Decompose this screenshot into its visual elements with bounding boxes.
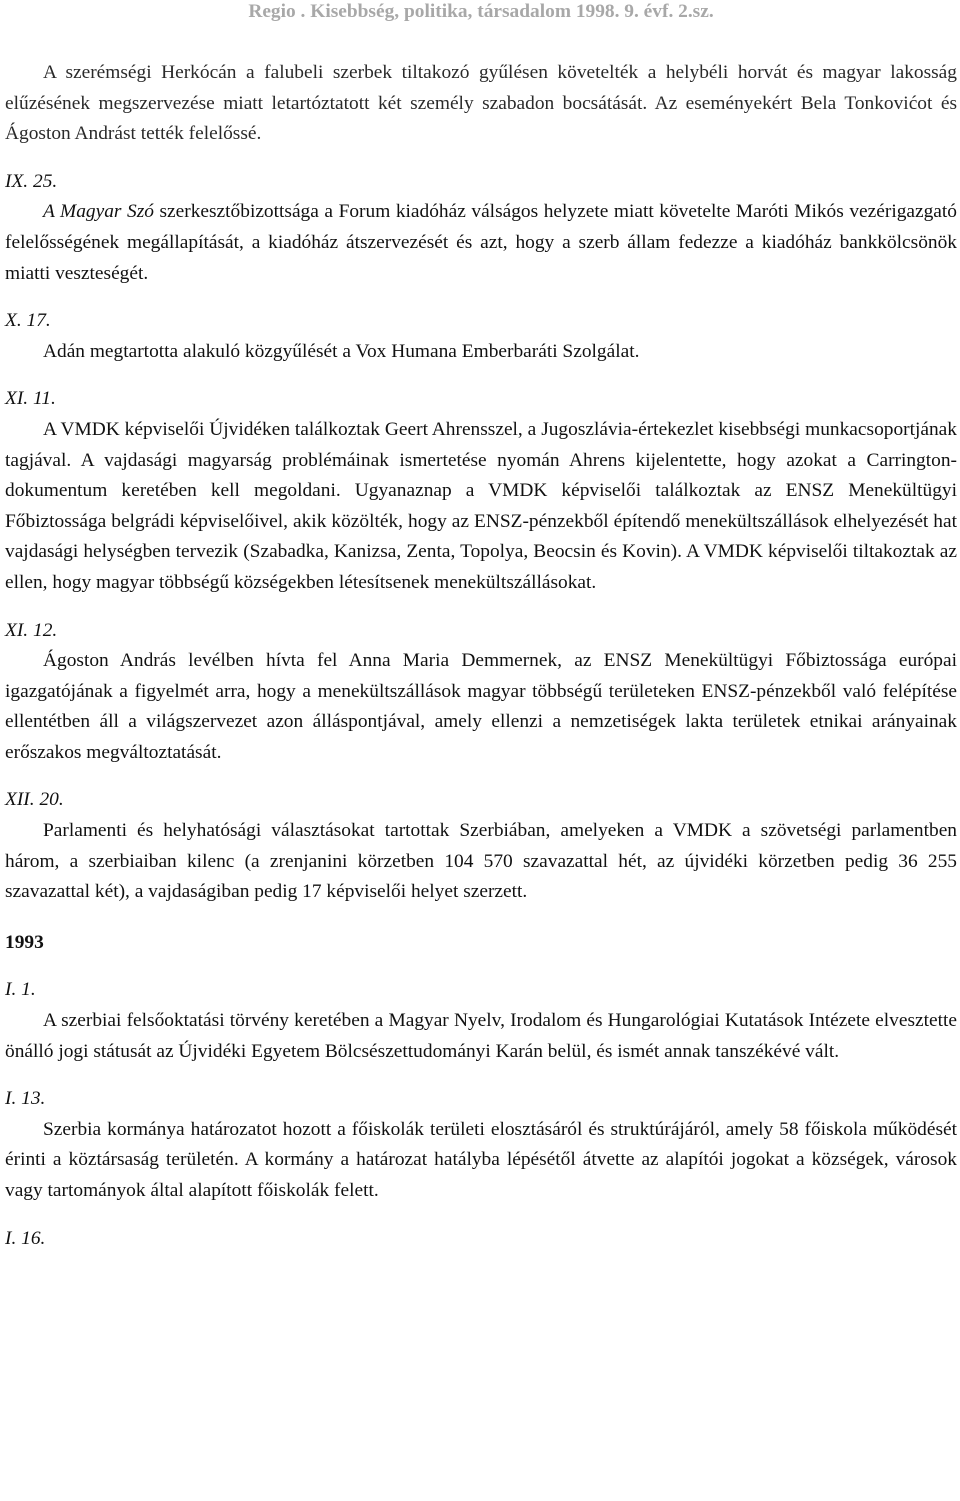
entry-date: I. 16.: [5, 1227, 46, 1249]
entry-date: IX. 25.: [5, 170, 58, 192]
entry-text: Adán megtartotta alakuló közgyűlését a Vox Humana Emberbaráti Szolgálat.: [43, 340, 640, 362]
entry-text: Szerbia kormánya határozatot hozott a főiskolák területi elosztásáról és struktúrájáról, amely 58 főiskola működését érinti a köztársaság területén. A kormány a határozat hatályba lépésétől átvette az alapítói jogokat a községek, városok vagy tartományok által alapított főiskolák felett.: [5, 1118, 957, 1201]
intro-paragraph: A szerémségi Herkócán a falubeli szerbek tiltakozó gyűlésen követelték a helybéli horvát és magyar lakosság elűzésének megszervezése miatt letartóztatott két személy szabadon bocsátását. Az eseményekért Bela Tonkovićot és Ágoston Andrást tették felelőssé.: [5, 62, 957, 145]
entry-text: A VMDK képviselői Újvidéken találkoztak Geert Ahrensszel, a Jugoszlávia-értekezlet kisebbségi munkacsoportjának tagjával. A vajdasági magyarság problémáinak ismertetése nyomán Ahrens kijelentette, hogy azokat a Carrington-dokumentum keretében kell megoldani. Ugyanaznap a VMDK képviselői találkoztak az ENSZ Menekültügyi Főbiztossága belgrádi képviselőivel, akik közölték, hogy az ENSZ-pénzekből építendő menekültszállások elhelyezését hat vajdasági helységben tervezik (Szabadka, Kanizsa, Zenta, Topolya, Beocsin és Kovin). A VMDK képviselői tiltakoztak az ellen, hogy magyar többségű községekben létesítsenek menekültszállásokat.: [5, 418, 957, 593]
entry-text: [5, 197, 957, 289]
entry-date: XI. 12.: [5, 619, 58, 641]
entry-date: I. 13.: [5, 1088, 46, 1110]
entry-text: A szerbiai felsőoktatási törvény keretében a Magyar Nyelv, Irodalom és Hungarológiai Kutatások Intézete elvesztette önálló jogi státusát az Újvidéki Egyetem Bölcsészettudományi Karán belül, és ismét annak tanszékévé vált.: [5, 1010, 957, 1062]
entry-text-body: szerkesztőbizottsága a Forum kiadóház válságos helyzete miatt követelte Maróti Mikós vezérigazgató felelősségének megállapítását, a kiadóház átszervezését és azt, hogy a szerb állam fedezze a kiadóház bankkölcsönök miatti veszteségét.: [5, 201, 957, 284]
entry-text: Ágoston András levélben hívta fel Anna Maria Demmernek, az ENSZ Menekültügyi Főbiztossága európai igazgatójának a figyelmét arra, hogy a menekültszállások magyar többségű területeken ENSZ-pénzekből való felépítése ellentétben áll a világszervezet azon álláspontjával, amely ellenzi a nemzetiségek lakta területek etnikai arányainak erőszakos megváltoztatását.: [5, 650, 957, 763]
document-page: [5, 0, 957, 1254]
entry-date: X. 17.: [5, 310, 51, 332]
entry-date: I. 1.: [5, 979, 36, 1001]
year-heading: 1993: [5, 931, 44, 953]
entry-date: XI. 11.: [5, 388, 56, 410]
publication-title: A Magyar Szó: [43, 201, 154, 223]
running-head: Regio . Kisebbség, politika, társadalom 1998. 9. évf. 2.sz.: [248, 1, 714, 22]
entry-text: Parlamenti és helyhatósági választásokat tartottak Szerbiában, amelyeken a VMDK a szövetségi parlamentben három, a szerbiaiban kilenc (a zrenjanini körzetben 104 570 szavazattal hét, az újvidéki körzetben pedig 36 255 szavazattal két), a vajdaságiban pedig 17 képviselői helyet szerzett.: [5, 820, 957, 903]
entry-date: XII. 20.: [5, 789, 64, 811]
